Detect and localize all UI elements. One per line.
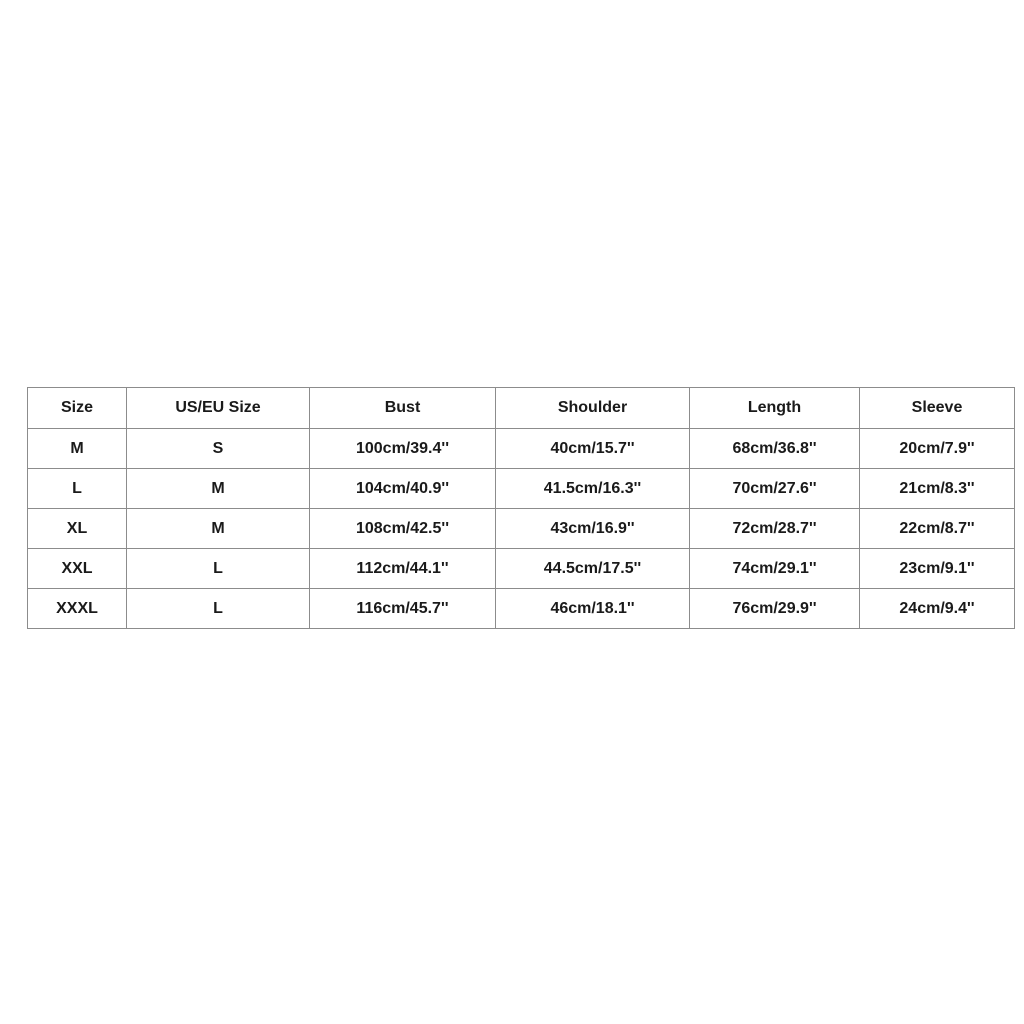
cell-shoulder: 46cm/18.1''	[496, 589, 690, 629]
header-size: Size	[28, 388, 127, 429]
cell-shoulder: 43cm/16.9''	[496, 509, 690, 549]
header-sleeve: Sleeve	[860, 388, 1015, 429]
cell-sleeve: 24cm/9.4''	[860, 589, 1015, 629]
header-length: Length	[690, 388, 860, 429]
cell-length: 70cm/27.6''	[690, 469, 860, 509]
table-row	[28, 509, 1015, 549]
cell-us-eu-size: M	[127, 509, 310, 549]
cell-size: XXL	[28, 549, 127, 589]
cell-size: M	[28, 429, 127, 469]
cell-size: L	[28, 469, 127, 509]
header-bust: Bust	[310, 388, 496, 429]
cell-bust: 100cm/39.4''	[310, 429, 496, 469]
cell-length: 68cm/36.8''	[690, 429, 860, 469]
cell-sleeve: 23cm/9.1''	[860, 549, 1015, 589]
cell-us-eu-size: S	[127, 429, 310, 469]
header-shoulder: Shoulder	[496, 388, 690, 429]
cell-sleeve: 22cm/8.7''	[860, 509, 1015, 549]
table-row	[28, 469, 1015, 509]
cell-size: XL	[28, 509, 127, 549]
cell-length: 76cm/29.9''	[690, 589, 860, 629]
cell-bust: 116cm/45.7''	[310, 589, 496, 629]
table-row	[28, 549, 1015, 589]
cell-shoulder: 44.5cm/17.5''	[496, 549, 690, 589]
cell-length: 74cm/29.1''	[690, 549, 860, 589]
cell-bust: 104cm/40.9''	[310, 469, 496, 509]
cell-us-eu-size: L	[127, 589, 310, 629]
cell-length: 72cm/28.7''	[690, 509, 860, 549]
cell-us-eu-size: M	[127, 469, 310, 509]
cell-bust: 112cm/44.1''	[310, 549, 496, 589]
header-us-eu-size: US/EU Size	[127, 388, 310, 429]
cell-sleeve: 21cm/8.3''	[860, 469, 1015, 509]
cell-shoulder: 41.5cm/16.3''	[496, 469, 690, 509]
table-row	[28, 429, 1015, 469]
cell-shoulder: 40cm/15.7''	[496, 429, 690, 469]
table-row	[28, 589, 1015, 629]
size-chart-table	[27, 387, 1015, 629]
cell-size: XXXL	[28, 589, 127, 629]
cell-sleeve: 20cm/7.9''	[860, 429, 1015, 469]
cell-bust: 108cm/42.5''	[310, 509, 496, 549]
table-header-row	[28, 388, 1015, 429]
cell-us-eu-size: L	[127, 549, 310, 589]
